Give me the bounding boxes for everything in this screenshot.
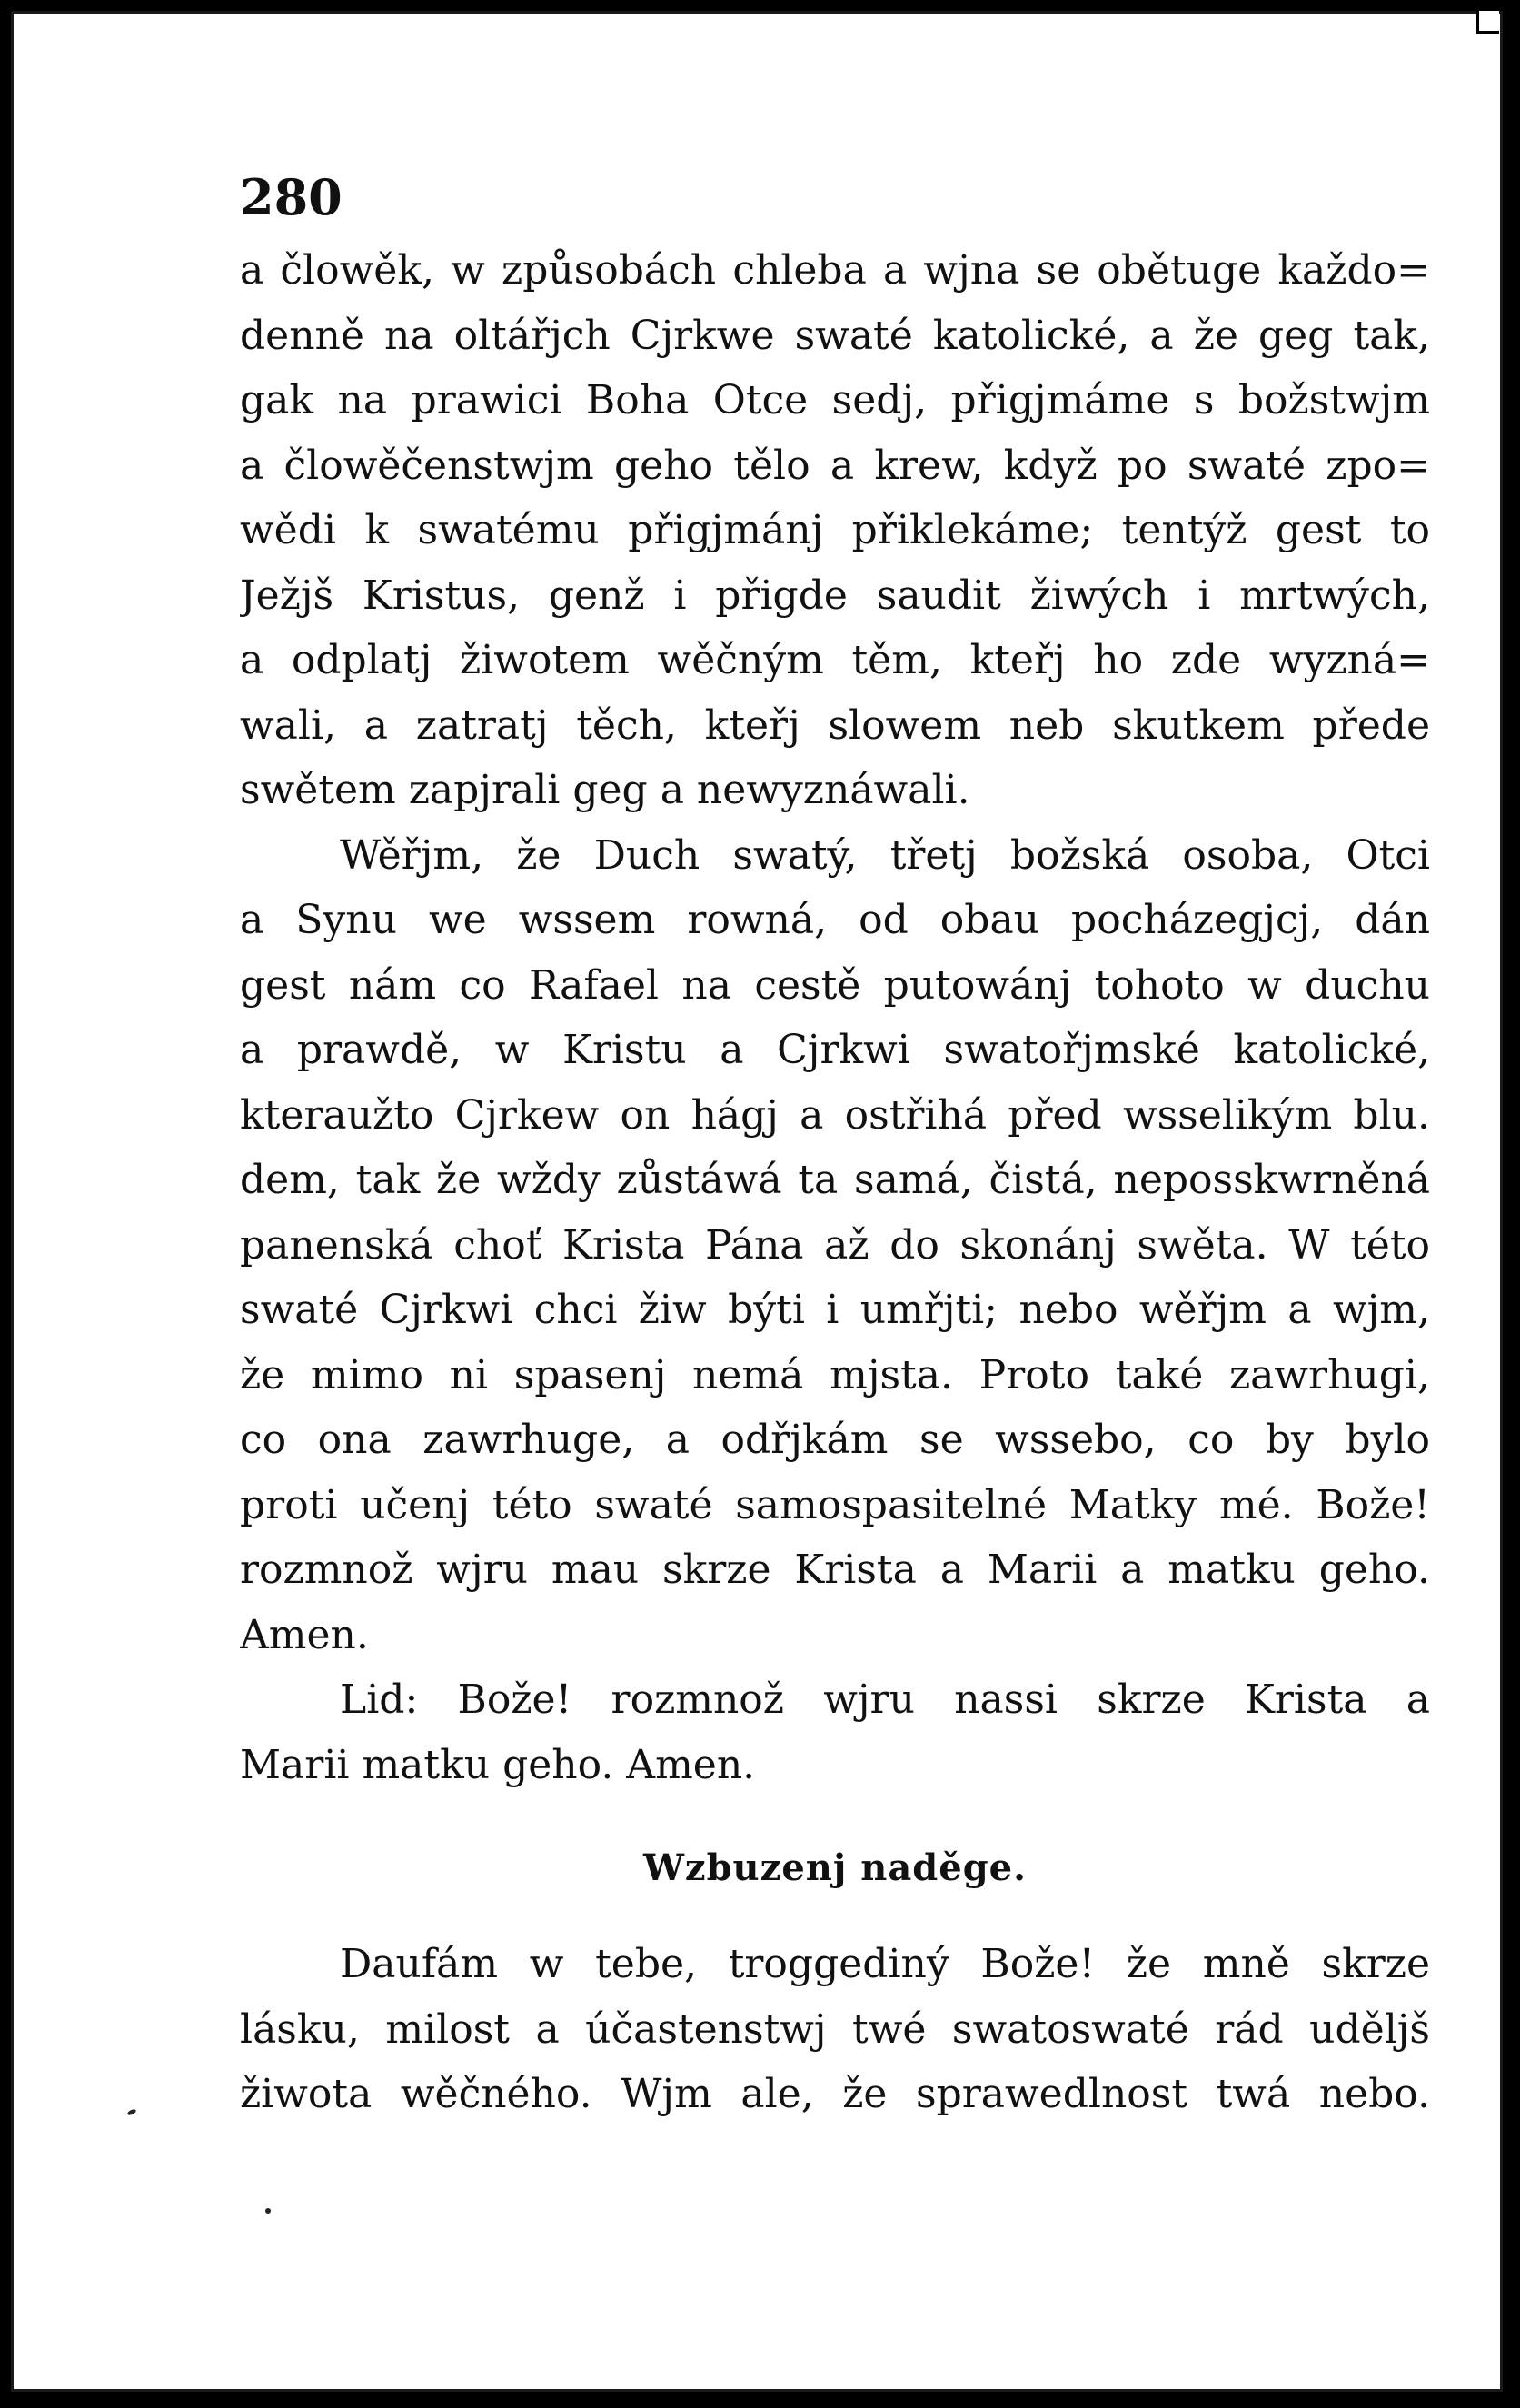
text-line: Lid: Bože! rozmnož wjru nassi skrze Krista a	[340, 1677, 1430, 1723]
ink-speck	[265, 2208, 271, 2214]
book-page	[11, 11, 1503, 2392]
text-line: Ježjš Kristus, genž i přigde saudit žiwých i mrtwých,	[240, 572, 1430, 619]
paragraph-2	[240, 823, 1430, 1668]
text-line: a Synu we wssem rowná, od obau pocházegjcj, dán	[240, 897, 1430, 943]
section-heading: Wzbuzenj naděge.	[642, 1846, 1028, 1889]
text-line: dem, tak že wždy zůstáwá ta samá, čistá, neposskwrněná	[240, 1157, 1430, 1203]
text-line: denně na oltářjch Cjrkwe swaté katolické, a že geg tak,	[240, 312, 1430, 359]
text-line: žiwota wěčného. Wjm ale, že sprawedlnost twá nebo.	[240, 2071, 1430, 2117]
text-line: a prawdě, w Kristu a Cjrkwi swatořjmské katolické,	[240, 1027, 1430, 1073]
text-line: lásku, milost a účastenstwj twé swatoswaté rád uděljš	[240, 2005, 1430, 2053]
text-line: swětem zapjrali geg a newyznáwali.	[240, 767, 970, 813]
paragraph-4	[240, 1932, 1430, 2127]
paragraph-1	[240, 238, 1430, 823]
text-line: Marii matku geho. Amen.	[240, 1741, 756, 1788]
text-line: a člowěk, w způsobách chleba a wjna se obětuge každo=	[240, 247, 1430, 294]
text-line: proti učenj této swaté samospasitelné Matky mé. Bože!	[240, 1481, 1430, 1528]
page-corner-mark	[1476, 11, 1499, 34]
text-line: a odplatj žiwotem wěčným těm, kteřj ho zde wyzná=	[240, 637, 1430, 683]
text-line: rozmnož wjru mau skrze Krista a Marii a matku geho.	[240, 1547, 1430, 1593]
page-content	[240, 156, 1430, 2127]
text-line: wědi k swatému přigjmánj přiklekáme; tentýž gest to	[240, 507, 1430, 553]
text-line: kteraužto Cjrkew on hágj a ostřihá před wsselikým blu.	[240, 1091, 1430, 1139]
text-line: wali, a zatratj těch, kteřj slowem neb skutkem přede	[240, 702, 1430, 749]
text-line: Wěřjm, že Duch swatý, třetj božská osoba, Otci	[340, 831, 1430, 879]
text-line: co ona zawrhuge, a odřjkám se wssebo, co by bylo	[240, 1417, 1430, 1463]
text-line: Daufám w tebe, troggediný Bože! že mně skrze	[340, 1941, 1430, 1987]
text-line: gak na prawici Boha Otce sedj, přigjmáme s božstwjm	[240, 377, 1430, 423]
text-line: a člowěčenstwjm geho tělo a krew, když po swaté zpo=	[240, 442, 1430, 489]
text-line: Amen.	[240, 1611, 369, 1658]
page-number: 280	[240, 168, 343, 226]
text-line: swaté Cjrkwi chci žiw býti i umřjti; nebo wěřjm a wjm,	[240, 1287, 1430, 1333]
ink-speck	[126, 2108, 136, 2116]
text-line: že mimo ni spasenj nemá mjsta. Proto také zawrhugi,	[240, 1351, 1430, 1398]
text-line: panenská choť Krista Pána až do skonánj swěta. W této	[240, 1221, 1430, 1269]
paragraph-3	[240, 1667, 1430, 1797]
text-line: gest nám co Rafael na cestě putowánj tohoto w duchu	[240, 961, 1430, 1009]
